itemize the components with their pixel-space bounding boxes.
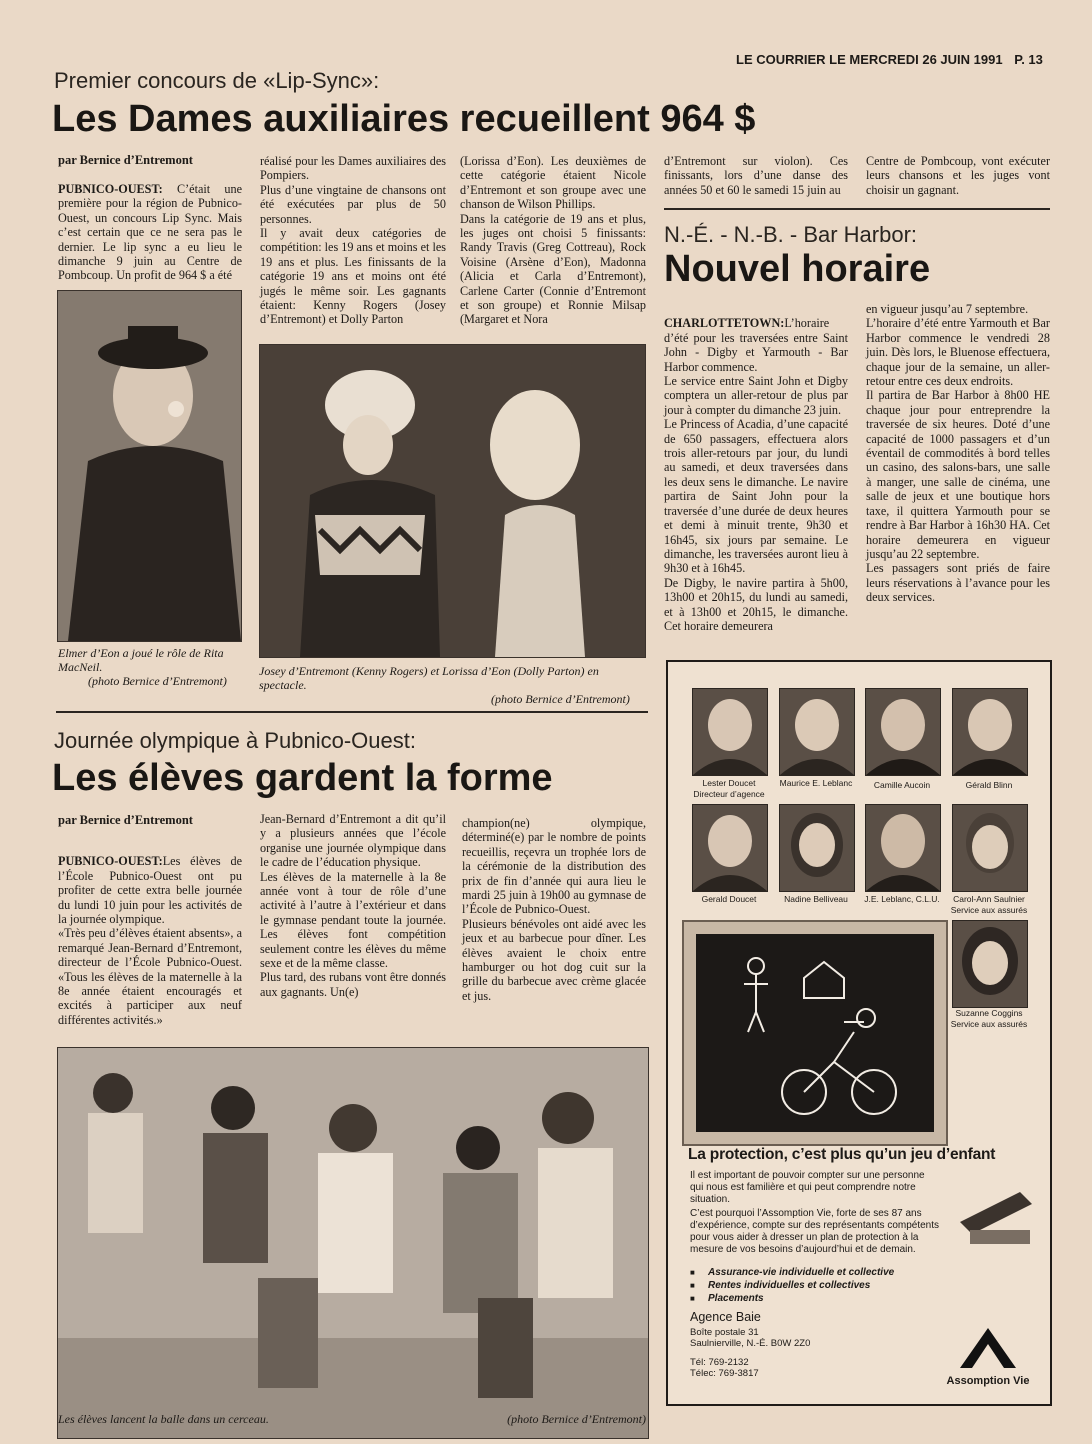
ad-pen-illustration (950, 1182, 1042, 1252)
staff-name-4 (944, 780, 1034, 791)
caption-photo3 (58, 1412, 646, 1426)
portrait-lester-doucet (692, 688, 768, 776)
masthead-title: LE COURRIER LE MERCREDI 26 JUIN 1991 (736, 52, 1003, 67)
staff-name-7 (857, 894, 947, 905)
masthead (736, 52, 1043, 67)
staff-name-2 (771, 778, 861, 789)
article1-kicker: Premier concours de «Lip-Sync»: (54, 68, 380, 93)
article1-col2: réalisé pour les Dames auxiliaires des Pompiers. Plus d’une vingtaine de chansons ont été exécutées par plus de 50 personnes. Il y avait deux catégories de compétition: les 19 ans et moins et les 19 ans et plus. Les finissants de la catégorie 19 ans et moins ont été jugés le même soir. Les gagnants étaient: Kenny Rogers (Josey d’Entremont) et Dolly Parton (260, 154, 446, 327)
article1-col1-text: C’était une première pour la région de Pubnico-Ouest, un concours Lip Sync. Mais c’est certain que ce ne sera pas le dernier. Le lip sync a eu lieu le dimanche 9 juin au Centre de Pombcoup. Un profit de 964 $ a été (58, 182, 242, 283)
article3-kicker: Journée olympique à Pubnico-Ouest: (54, 728, 416, 753)
ad-phone: Tél: 769-2132 (690, 1357, 749, 1368)
article3-headline: Les élèves gardent la forme (52, 757, 553, 799)
staff-name-5 (684, 894, 774, 905)
caption2-text: Josey d’Entremont (Kenny Rogers) et Lorissa d’Eon (Dolly Parton) en spectacle. (259, 664, 599, 692)
chalkboard-illustration (682, 920, 948, 1146)
staff-5-name: Gerald Doucet (701, 894, 757, 904)
staff-8-role: Service aux assurés (950, 905, 1028, 915)
article3-dateline: PUBNICO-OUEST: (58, 854, 163, 869)
assomption-vie-brand: Assomption Vie (946, 1375, 1030, 1387)
divider-article2 (664, 208, 1050, 210)
staff-1-name: Lester Doucet (702, 778, 756, 788)
page-number: P. 13 (1014, 52, 1043, 67)
article3-byline: par Bernice d’Entremont (58, 813, 193, 827)
ad-agency-name: Agence Baie (690, 1310, 761, 1324)
article1-headline: Les Dames auxiliaires recueillent 964 $ (52, 98, 756, 140)
article1-col4: d’Entremont sur violon). Ces finissants, lors d’une danse des années 50 et 60 le samedi 15 juin au (664, 154, 848, 197)
article1-dateline: PUBNICO-OUEST: (58, 182, 163, 196)
article2-col2: en vigueur jusqu’au 7 septembre. L’horaire d’été entre Yarmouth et Bar Harbor commence le vendredi 28 juin. Dès lors, le Bluenose effectuera, chaque jour de la semaine, un aller-retour entre ces deux endroits. Il partira de Bar Harbor à 8h00 HE chaque jour pour entreprendre la traversée de six heures. Doté d’une capacité de 1000 passagers et d’un éventail de commodités à bord telles un casino, des salons-bars, une salle à manger, une salle de cinéma, une salle de jeux et une boutique hors taxe, il quittera Yarmouth pour se rendre à Bar Harbor à 16h30 HA. Cet horaire demeurera en vigueur jusqu’au 22 septembre. Les passagers sont priés de faire leurs réservations à l’avance pour les deux services. (866, 302, 1050, 605)
photo-students (57, 1047, 649, 1439)
ad-paragraph1: Il est important de pouvoir compter sur une personne qui nous est familière et qui peut comprendre notre situation. (690, 1170, 925, 1205)
caption1-credit: (photo Bernice d’Entremont) (88, 674, 227, 688)
article2-kicker: N.-É. - N.-B. - Bar Harbor: (664, 222, 918, 247)
staff-name-6 (771, 894, 861, 905)
advertisement-assomption-vie (666, 660, 1052, 1406)
caption2-credit: (photo Bernice d’Entremont) (491, 692, 630, 706)
article3-col2: Jean-Bernard d’Entremont a dit qu’il y a plusieurs années que l’école organise une journée olympique dans le cadre de l’éducation physique. Les élèves de la maternelle à la 8e année vont à tour de rôle d’une activité à l’autre à l’extérieur et dans le gymnase pendant toute la journée. Les élèves font compétition seulement contre les élèves du même sexe et de la même classe. Plus tard, des rubans vont être donnés aux gagnants. Un(e) (260, 812, 446, 999)
ad-headline: La protection, c’est plus qu’un jeu d’enfant (688, 1146, 996, 1163)
ad-paragraph2: C’est pourquoi l’Assomption Vie, forte de ses 87 ans d’expérience, compte sur des représentants compétents pour vous aider à dresser un plan de protection à la mesure de vos besoins d’aujourd’hui et de demain. (690, 1208, 940, 1255)
assomption-vie-logo (938, 1326, 1038, 1387)
divider-article3 (56, 711, 648, 713)
article2-col1-text: L’horaire d’été pour les traversées entre Saint John - Digby et Yarmouth - Bar Harbor commence. Le service entre Saint John et Digby comptera un aller-retour de plus par jour à compter du dimanche 23 juin. Le Princess of Acadia, d’une capacité de 650 passagers, effectuera alors trois aller-retours par jour, du lundi au samedi, et deux traversées dans les deux sens le dimanche. Le navire partira de Saint John pour la traversée d’une durée de deux heures et demi à minuit trente, 9h30 et 16h45, six jours par semaine. Le dimanche, les traversées auront lieu à 9h30 et à 16h45. De Digby, le navire partira à 5h00, 13h00 et 20h15, du lundi au samedi, et à 13h00 et 20h15, le dimanche. Cet horaire demeurera (664, 316, 848, 633)
ad-address (690, 1327, 810, 1379)
staff-name-1 (684, 778, 774, 800)
portrait-maurice-leblanc (779, 688, 855, 776)
staff-name-3 (857, 780, 947, 791)
portrait-gerald-blinn (952, 688, 1028, 776)
ad-service-3: ■ Placements (690, 1292, 990, 1305)
photo-performers-illustration (260, 345, 645, 657)
article2-col1 (664, 302, 848, 633)
staff-3-name: Camille Aucoin (873, 780, 931, 790)
portrait-gerald-doucet (692, 804, 768, 892)
article1-col1 (58, 182, 242, 283)
portrait-camille-aucoin (865, 688, 941, 776)
article3-col1-text: Les élèves de l’École Pubnico-Ouest ont pu profiter de cette extra belle journée du lundi 10 juin pour les activités de la journée olympique. «Très peu d’élèves étaient absents», a remarqué Jean-Bernard d’Entremont, directeur de l’École Pubnico-Ouest. «Tous les élèves de la maternelle à la 8e année étaient encouragés et excités à participer aux neuf différentes activités.» (58, 854, 242, 1027)
ad-fax: Télec: 769-3817 (690, 1368, 759, 1379)
caption1-text: Elmer d’Eon a joué le rôle de Rita MacNeil. (58, 646, 224, 674)
staff-6-name: Nadine Belliveau (784, 894, 848, 904)
portrait-je-leblanc (865, 804, 941, 892)
article1-col3: (Lorissa d’Eon). Les deuxièmes de cette catégorie étaient Nicole d’Entremont et son groupe avec une chanson de Wilson Phillips. Dans la catégorie de 19 ans et plus, les juges ont choisi 5 finissants: Randy Travis (Greg Cottreau), Rock Voisine (Arsène d’Eon), Madonna (Alicia et Carla d’Entremont), Carlene Carter (Connie d’Entremont et son groupe) et Ronnie Milsap (Margaret et Nora (460, 154, 646, 327)
photo-josey-lorissa (259, 344, 646, 658)
ad-address-line1: Boîte postale 31 (690, 1327, 759, 1338)
staff-2-name: Maurice E. Leblanc (779, 778, 853, 788)
staff-9-name: Suzanne Coggins (955, 1008, 1023, 1018)
article1-col5: Centre de Pombcoup, vont exécuter leurs chansons et les juges vont choisir un gagnant. (866, 154, 1050, 197)
caption-photo2 (259, 664, 647, 706)
staff-1-role: Directeur d’agence (693, 789, 765, 799)
photo-elmer-illustration (58, 291, 241, 641)
staff-4-name: Gérald Blinn (965, 780, 1013, 790)
caption3-text: Les élèves lancent la balle dans un cerceau. (58, 1412, 269, 1426)
staff-9-role: Service aux assurés (950, 1019, 1028, 1029)
article2-headline: Nouvel horaire (664, 248, 931, 290)
article2-dateline: CHARLOTTETOWN: (664, 316, 785, 331)
staff-8-name: Carol-Ann Saulnier (953, 894, 1025, 904)
ad-service-1: ■ Assurance-vie individuelle et collective (690, 1266, 990, 1279)
article3-col3: champion(ne) olympique, déterminé(e) par le nombre de points recueillis, reçevra un trophée lors de la cérémonie de la distribution des prix de fin d’année qui aura lieu le mardi 25 juin à 19h00 au gymnase de l’École de Pubnico-Ouest. Plusieurs bénévoles ont aidé avec les jeux et au barbecue pour dîner. Les élèves avaient le choix entre hamburger ou hot dog cuit sur la grille du barbecue avec crème glacée et jus. (462, 816, 646, 1003)
portrait-suzanne-coggins (952, 920, 1028, 1008)
staff-name-8 (944, 894, 1034, 916)
article1-byline: par Bernice d’Entremont (58, 153, 193, 167)
portrait-carol-ann-saulnier (952, 804, 1028, 892)
photo-elmer-deon (57, 290, 242, 642)
assomption-vie-logo-mark (958, 1326, 1018, 1370)
ad-address-line2: Saulnierville, N.-É. B0W 2Z0 (690, 1338, 811, 1349)
portrait-nadine-belliveau (779, 804, 855, 892)
ad-service-2: ■ Rentes individuelles et collectives (690, 1279, 990, 1292)
photo-students-illustration (58, 1048, 648, 1438)
ad-services-list (690, 1266, 990, 1305)
staff-name-9 (944, 1008, 1034, 1030)
chalkboard-drawing (684, 922, 946, 1144)
caption-photo1 (58, 646, 242, 688)
staff-7-name: J.E. Leblanc, C.L.U. (864, 894, 940, 904)
article3-col1 (58, 840, 242, 1027)
caption3-credit: (photo Bernice d’Entremont) (507, 1412, 646, 1426)
